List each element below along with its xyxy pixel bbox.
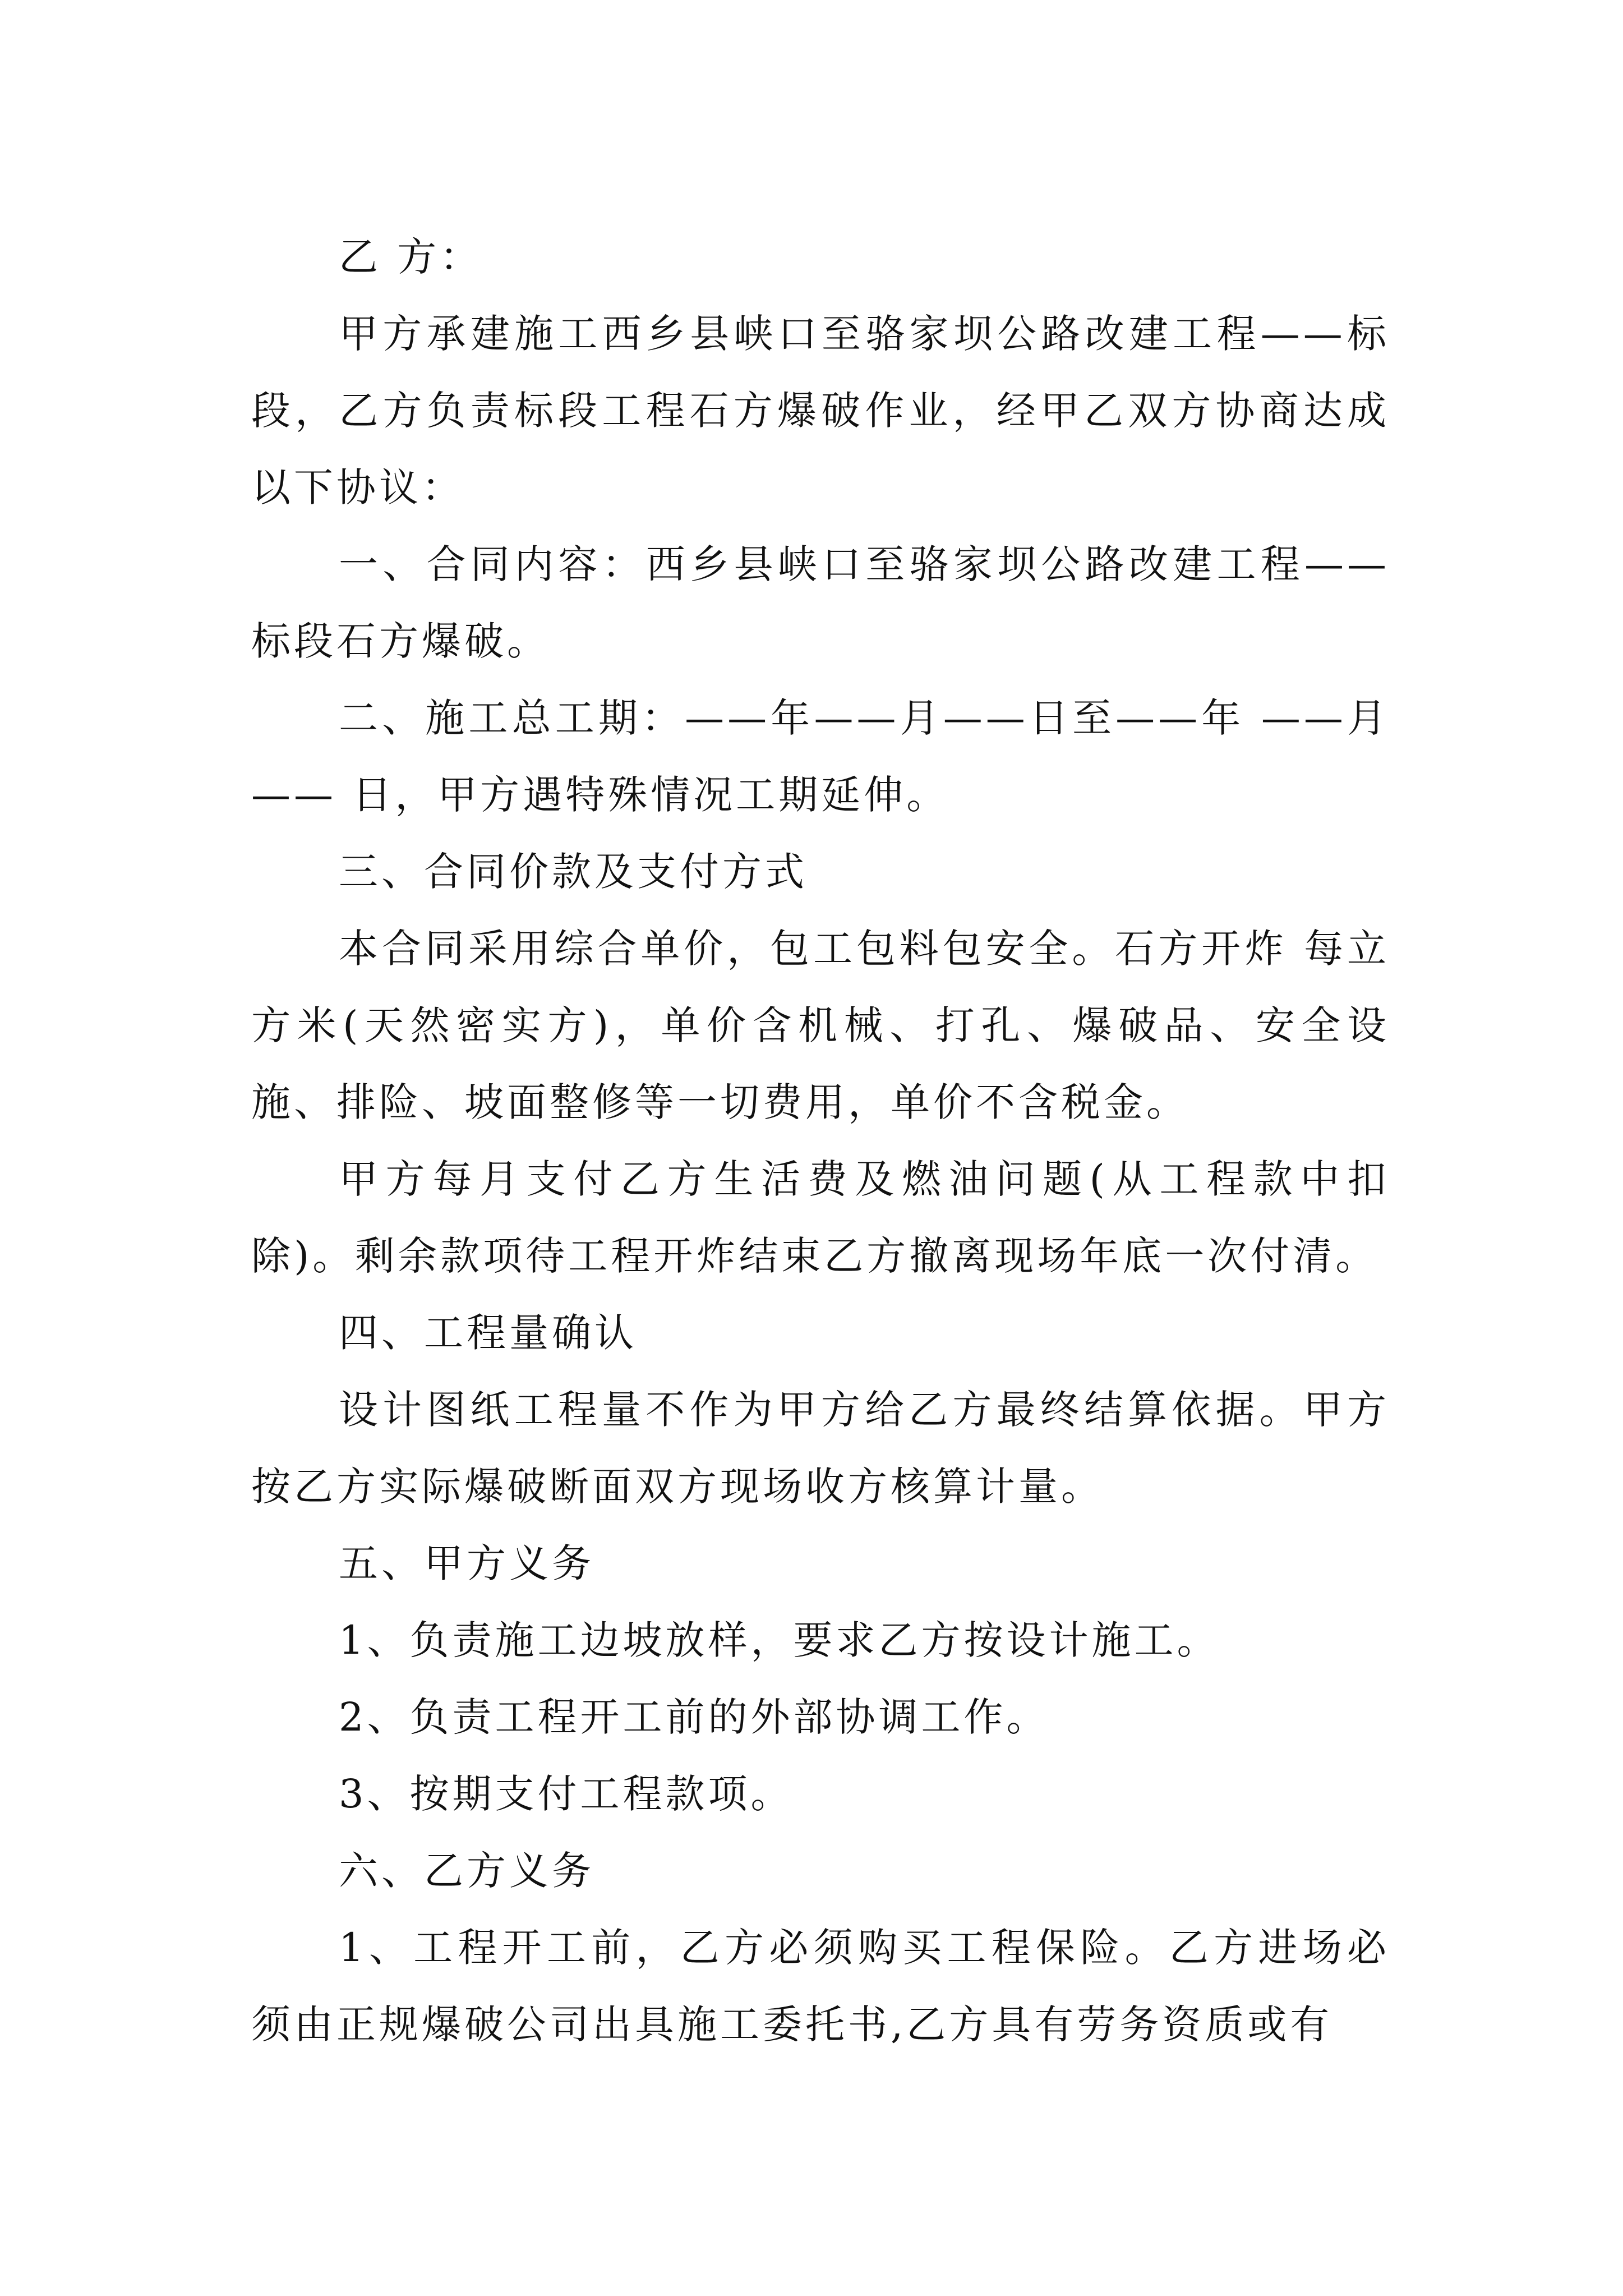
clause-3-unit-price-paragraph: 本合同采用综合单价，包工包料包安全。石方开炸 每立方米(天然密实方)，单价含机械、打孔、爆破品、安全设施、排险、坡面整修等一切费用，单价不含税金。 [251,926,1390,1125]
clause-3-payment-paragraph: 甲方每月支付乙方生活费及燃油问题(从工程款中扣除)。剩余款项待工程开炸结束乙方撤离现场年底一次付清。 [251,1156,1390,1279]
clause-5-heading: 五、甲方义务 [339,1540,594,1586]
party-b-label: 乙 方： [339,234,483,280]
clause-4-heading: 四、工程量确认 [339,1310,637,1356]
clause-5-item-1: 1、负责施工边坡放样，要求乙方按设计施工。 [339,1617,1220,1663]
clause-3-heading: 三、合同价款及支付方式 [339,849,808,895]
preamble-paragraph: 甲方承建施工西乡县峡口至骆家坝公路改建工程——标段，乙方负责标段工程石方爆破作业，经甲乙双方协商达成以下协议： [251,311,1390,510]
clause-2-construction-period: 二、施工总工期：——年——月——日至——年 ——月—— 日，甲方遇特殊情况工期延伸。 [251,695,1390,818]
clause-6-heading: 六、乙方义务 [339,1848,594,1894]
clause-5-item-3: 3、按期支付工程款项。 [339,1771,794,1817]
clause-6-item-1: 1、工程开工前，乙方必须购买工程保险。乙方进场必须由正规爆破公司出具施工委托书,乙方具有劳务资质或有 [251,1925,1390,2047]
document-body [251,219,1390,2063]
clause-5-item-2: 2、负责工程开工前的外部协调工作。 [339,1694,1049,1740]
clause-4-quantity-paragraph: 设计图纸工程量不作为甲方给乙方最终结算依据。甲方按乙方实际爆破断面双方现场收方核算计量。 [251,1387,1390,1510]
clause-1-contract-content: 一、合同内容：西乡县峡口至骆家坝公路改建工程——标段石方爆破。 [251,541,1390,664]
